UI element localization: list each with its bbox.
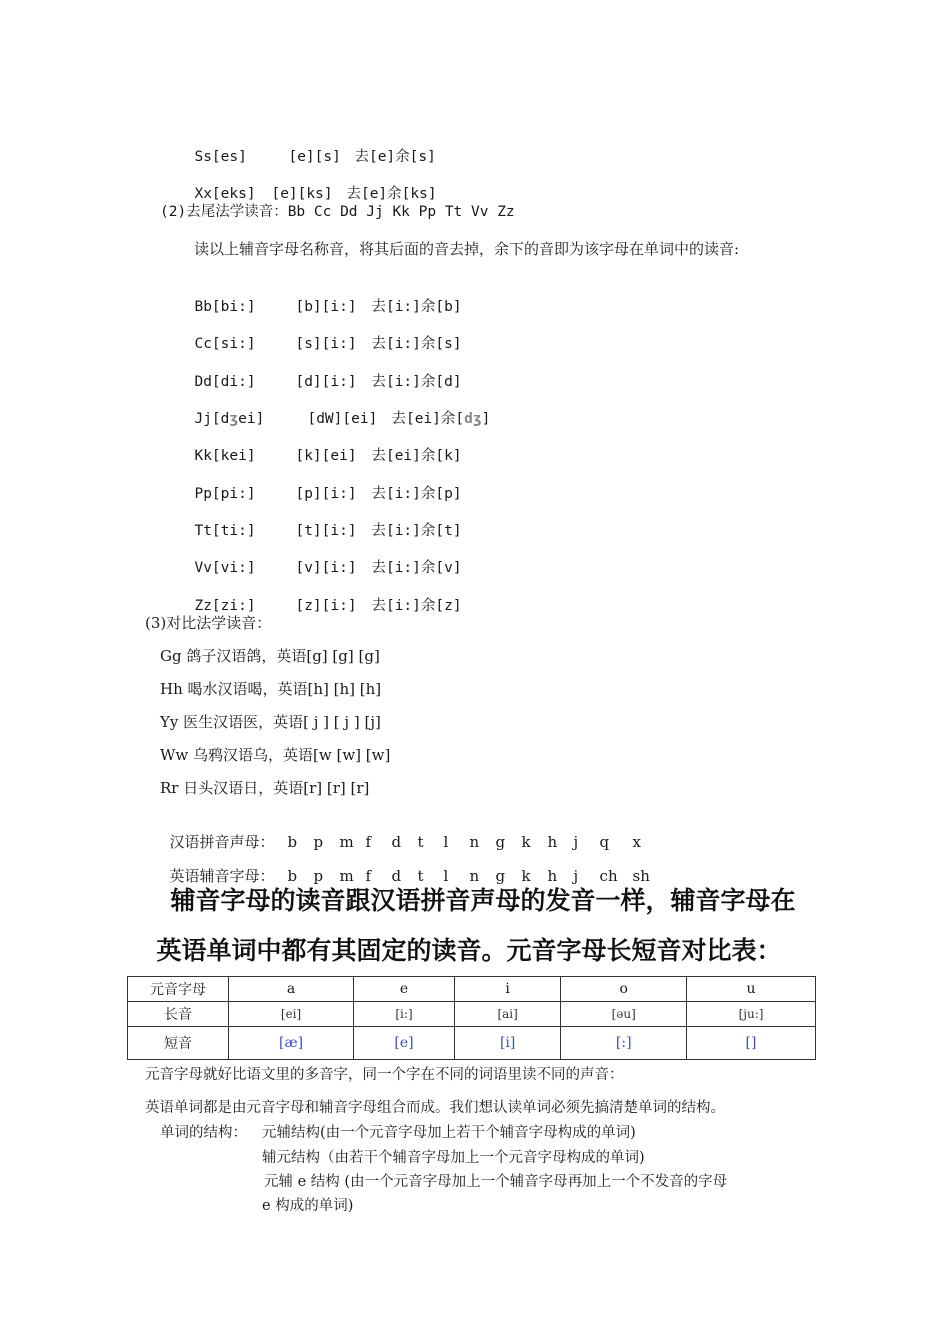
table-row	[128, 1002, 816, 1027]
table-header-label: 元音字母	[128, 977, 229, 1002]
token: g	[495, 867, 506, 885]
word-structure-label: 单词的结构：	[160, 1125, 247, 1141]
example-result: 去[ei]余[k]	[371, 448, 462, 464]
token: ch	[599, 867, 618, 885]
token: q	[599, 833, 610, 851]
token: k	[521, 867, 531, 885]
vowel-cell: u	[687, 977, 816, 1002]
consonant-label: 英语辅音字母：	[169, 867, 275, 885]
section2-description: 读以上辅音字母名称音，将其后面的音去掉，余下的音即为该字母在单词中的读音:	[194, 240, 740, 258]
vowel-cell: a	[229, 977, 354, 1002]
vowel-cell: e	[354, 977, 455, 1002]
example-result-end: ]	[481, 411, 491, 427]
example-result: 去[i:]余[t]	[371, 523, 462, 539]
token: t	[417, 867, 424, 885]
short-sound-cell: [:]	[561, 1027, 687, 1060]
example-kk	[177, 426, 462, 466]
example-bb	[177, 277, 462, 317]
example-letter: Xx[eks]	[194, 186, 256, 202]
example-xx	[177, 164, 437, 204]
example-result: 去[i:]余[p]	[371, 486, 462, 502]
example-ss	[177, 127, 436, 167]
vowel-cell: i	[454, 977, 560, 1002]
short-sound-cell: [æ]	[229, 1027, 354, 1060]
token: d	[391, 867, 402, 885]
heading-line-1: 辅音字母的读音跟汉语拼音声母的发音一样，辅音字母在	[170, 886, 796, 915]
example-letter: Tt[ti:]	[194, 523, 256, 539]
example-split: [d][i:]	[295, 374, 357, 390]
example-vv	[177, 538, 462, 578]
token: m	[339, 867, 354, 885]
token: x	[632, 833, 642, 851]
example-result: 去[i:]余[b]	[371, 299, 462, 315]
note-word-composition: 英语单词都是由元音字母和辅音字母组合而成。我们想认读单词必须先搞清楚单词的结构。	[145, 1100, 725, 1116]
example-split: [v][i:]	[295, 560, 357, 576]
token: j	[573, 867, 579, 885]
example-split: [t][i:]	[295, 523, 357, 539]
note-polyphonic: 元音字母就好比语文里的多音字，同一个字在不同的词语里读不同的声音：	[145, 1067, 624, 1083]
ipa-symbol: ʒ	[229, 411, 239, 427]
short-sound-cell: [e]	[354, 1027, 455, 1060]
short-sound-label: 短音	[128, 1027, 229, 1060]
example-result-text: 去[ei]余[	[391, 411, 465, 427]
example-pp	[177, 464, 462, 504]
structure-vc: 元辅结构(由一个元音字母加上若干个辅音字母构成的单词)	[262, 1125, 636, 1141]
example-letter: Vv[vi:]	[194, 560, 256, 576]
example-dd	[177, 352, 462, 392]
long-sound-cell: [ei]	[229, 1002, 354, 1027]
example-letter: Zz[zi:]	[194, 598, 256, 614]
table-row	[128, 977, 816, 1002]
ipa-symbol: dʒ	[464, 411, 482, 427]
token: n	[469, 833, 480, 851]
example-result	[391, 411, 490, 427]
example-letter: Ss[es]	[194, 149, 247, 165]
long-sound-cell: [i:]	[354, 1002, 455, 1027]
example-split: [e][s]	[288, 149, 341, 165]
compare-item: Ww 乌鸦汉语乌，英语[w [w] [w]	[160, 746, 391, 764]
section3-title: (3)对比法学读音：	[145, 614, 272, 632]
example-result: 去[e]余[ks]	[346, 186, 437, 202]
example-letter: Kk[kei]	[194, 448, 256, 464]
pinyin-label: 汉语拼音声母：	[169, 833, 275, 851]
example-result: 去[i:]余[s]	[371, 336, 462, 352]
long-sound-cell: [əu]	[561, 1002, 687, 1027]
short-sound-cell: [i]	[454, 1027, 560, 1060]
example-split: [dW][ei]	[307, 411, 378, 427]
example-split: [z][i:]	[295, 598, 357, 614]
token: h	[547, 833, 558, 851]
example-letter: Pp[pi:]	[194, 486, 256, 502]
token: p	[313, 867, 324, 885]
structure-cv: 辅元结构（由若干个辅音字母加上一个元音字母构成的单词)	[262, 1150, 645, 1166]
heading-line-2: 英语单词中都有其固定的读音。元音字母长短音对比表：	[156, 936, 782, 965]
section2-title: (2)去尾法学读音：Bb Cc Dd Jj Kk Pp Tt Vv Zz	[160, 204, 515, 220]
token: b	[287, 867, 298, 885]
example-result: 去[e]余[s]	[354, 149, 436, 165]
example-result: 去[i:]余[v]	[371, 560, 462, 576]
token: d	[391, 833, 402, 851]
token: f	[365, 867, 372, 885]
example-split: [s][i:]	[295, 336, 357, 352]
example-letter: Bb[bi:]	[194, 299, 256, 315]
short-sound-cell: []	[687, 1027, 816, 1060]
example-zz	[177, 576, 462, 616]
long-sound-label: 长音	[128, 1002, 229, 1027]
example-letter-text: Jj[d	[194, 411, 230, 427]
vowel-comparison-table	[127, 976, 816, 1060]
example-tt	[177, 501, 462, 541]
example-split: [p][i:]	[295, 486, 357, 502]
example-letter: Cc[si:]	[194, 336, 256, 352]
example-split: [b][i:]	[295, 299, 357, 315]
token: k	[521, 833, 531, 851]
structure-vce: 元辅 e 结构 (由一个元音字母加上一个辅音字母再加上一个不发音的字母	[264, 1174, 728, 1190]
token: f	[365, 833, 372, 851]
example-result: 去[i:]余[d]	[371, 374, 462, 390]
example-letter-end: ei]	[238, 411, 265, 427]
table-row	[128, 1027, 816, 1060]
example-cc	[177, 314, 462, 354]
compare-item: Rr 日头汉语日，英语[r] [r] [r]	[160, 779, 370, 797]
token: t	[417, 833, 424, 851]
example-jj	[177, 389, 490, 429]
vowel-cell: o	[561, 977, 687, 1002]
token: p	[313, 833, 324, 851]
token: n	[469, 867, 480, 885]
token: m	[339, 833, 354, 851]
token: l	[443, 867, 449, 885]
compare-item: Yy 医生汉语医，英语[ j ] [ j ] [j]	[160, 713, 381, 731]
token: g	[495, 833, 506, 851]
structure-vce-cont: e 构成的单词)	[262, 1198, 354, 1214]
example-result: 去[i:]余[z]	[371, 598, 462, 614]
compare-item: Hh 喝水汉语喝，英语[h] [h] [h]	[160, 680, 382, 698]
long-sound-cell: [ju:]	[687, 1002, 816, 1027]
example-letter: Dd[di:]	[194, 374, 256, 390]
token: b	[287, 833, 298, 851]
token: h	[547, 867, 558, 885]
example-split: [k][ei]	[295, 448, 357, 464]
token: sh	[632, 867, 650, 885]
compare-item: Gg 鸽子汉语鸽，英语[g] [g] [g]	[160, 647, 380, 665]
example-split: [e][ks]	[271, 186, 333, 202]
english-consonants-row	[160, 846, 659, 886]
token: j	[573, 833, 579, 851]
long-sound-cell: [ai]	[454, 1002, 560, 1027]
token: l	[443, 833, 449, 851]
